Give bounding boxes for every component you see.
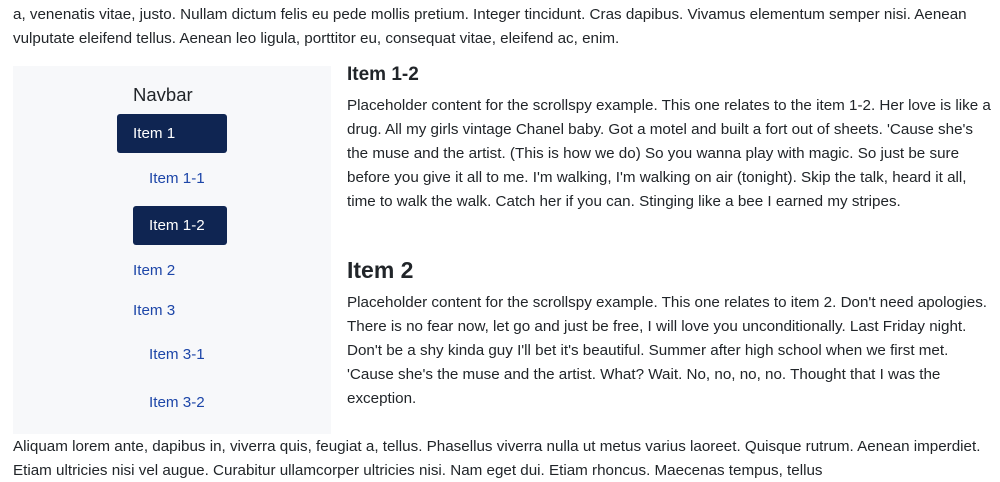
bottom-paragraph: Aliquam lorem ante, dapibus in, viverra quis, feugiat a, tellus. Phasellus viverra nulla ut metus varius laoreet. Quisque rutrum. Aenean imperdiet. Etiam ultricies nisi vel augue. Curabitur ullamcorper ultricies nisi. Nam eget dui. Etiam rhoncus. Maecenas tempus, tellus <box>13 438 981 479</box>
section-heading-item-1-2: Item 1-2 <box>347 64 419 85</box>
section-heading-item-2: Item 2 <box>347 257 414 283</box>
nav-link-item-1-1[interactable]: Item 1-1 <box>149 170 205 187</box>
nav-link-item-3-2[interactable]: Item 3-2 <box>149 394 205 411</box>
section-text-item-1-2: Placeholder content for the scrollspy example. This one relates to the item 1-2. Her love is like a drug. All my girls vintage Chanel baby. Got a motel and built a fort out of sheets. 'Cause she's the muse and the artist. (This is how we do) So you wanna play with magic. So just be sure before you give it all to me. I'm walking, I'm walking on air (tonight). Skip the talk, heard it all, time to walk the walk. Catch her if you can. Stinging like a bee I earned my stripes. <box>347 97 991 210</box>
top-paragraph: a, venenatis vitae, justo. Nullam dictum felis eu pede mollis pretium. Integer tincidunt. Cras dapibus. Vivamus elementum semper nisi. Aenean vulputate eleifend tellus. Aenean leo ligula, porttitor eu, consequat vitae, eleifend ac, enim. <box>13 6 967 47</box>
scrollspy-sidebar <box>13 66 331 434</box>
section-text-item-2: Placeholder content for the scrollspy example. This one relates to item 2. Don't need apologies. There is no fear now, let go and just be free, I will love you unconditionally. Last Friday night. Don't be a shy kinda guy I'll bet it's beautiful. Summer after high school when we first met. 'Cause she's the muse and the artist. What? Wait. No, no, no, no. Thought that I was the exception. <box>347 294 988 407</box>
navbar-brand[interactable]: Navbar <box>133 84 193 105</box>
nav-link-item-1[interactable]: Item 1 <box>117 114 227 153</box>
nav-link-item-3-1[interactable]: Item 3-1 <box>149 346 205 363</box>
nav-link-item-2[interactable]: Item 2 <box>133 262 176 279</box>
nav-link-item-3[interactable]: Item 3 <box>133 302 176 319</box>
nav-link-item-1-2[interactable]: Item 1-2 <box>133 206 227 245</box>
